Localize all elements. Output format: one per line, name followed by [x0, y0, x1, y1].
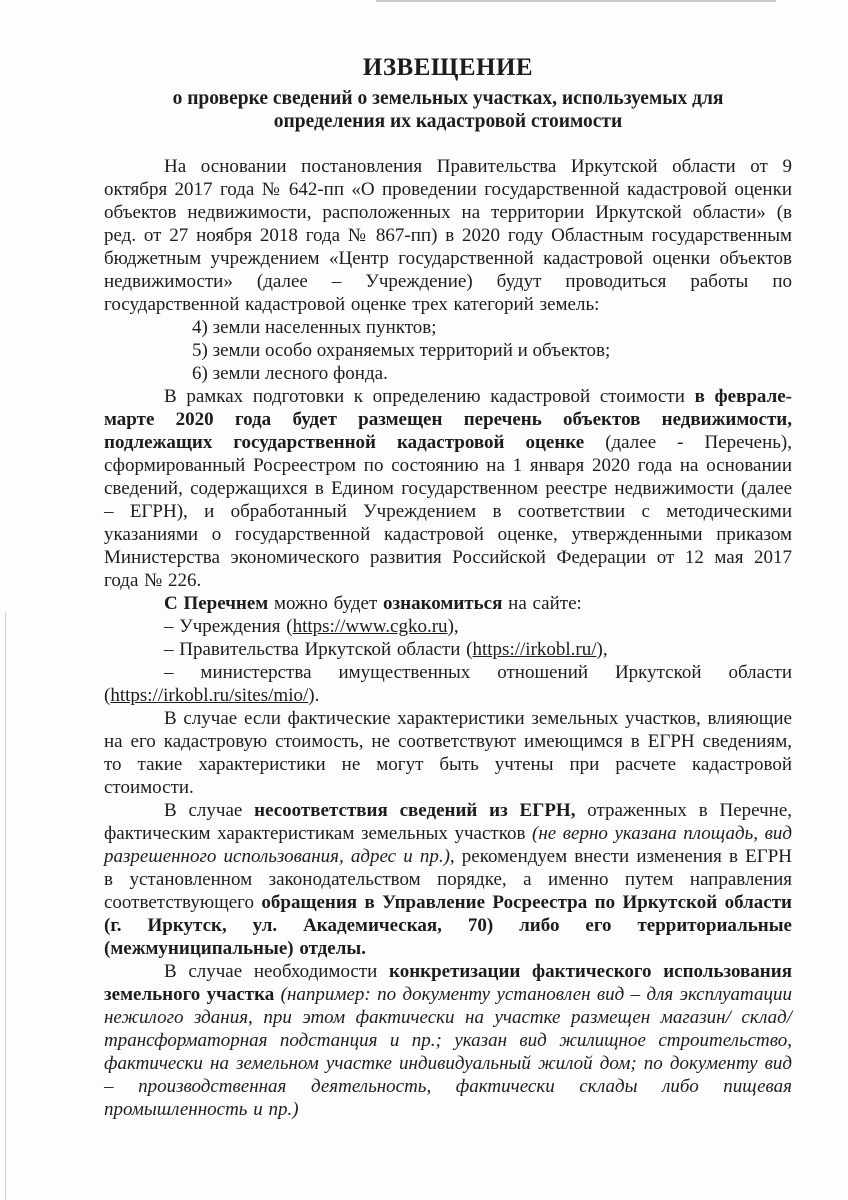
text-run: С Перечнем — [164, 593, 269, 614]
paragraph — [104, 638, 792, 661]
text-run: обращения в Управление Росреестра по Иркутской области (г. Иркутск, ул. Академическая, 70) либо его территориальные (межмуниципальные) отделы. — [104, 892, 792, 959]
text-run: На основании постановления Правительства Иркутской области от 9 октября 2017 года № 642-пп «О проведении государственной кадастровой оценки объектов недвижимости, расположенных на территории Иркутской области» (в ред. от 27 ноября 2018 года № 867-пп) в 2020 году Областным государственным бюджетным учреждением «Центр государственной кадастровой оценки объектов недвижимости» (далее – Учреждение) будут проводиться работы по государственной кадастровой оценке трех категорий земель: — [104, 156, 792, 315]
text-run: В случае — [164, 800, 255, 821]
paragraph — [104, 661, 792, 707]
page-subtitle — [104, 87, 792, 133]
text-run: можно будет — [268, 593, 383, 614]
text-run: ), — [447, 616, 459, 637]
link-irkobl-mio[interactable]: https://irkobl.ru/sites/mio/ — [110, 685, 309, 706]
text-run: В случае если фактические характеристики земельных участков, влияющие на его кадастровую стоимость, не соответствуют имеющимся в ЕГРН сведениям, то такие характеристики не могут быть учтены при расчете кадастровой стоимости. — [104, 708, 792, 798]
text-run: 4) земли населенных пунктов; — [192, 317, 437, 338]
text-run: В рамках подготовки к определению кадастровой стоимости — [164, 386, 695, 407]
link-cgko[interactable]: https://www.cgko.ru — [292, 616, 448, 637]
text-run: , рекомендуем внести изменения в ЕГРН в установленном законодательством порядке, а именно путем направления соответствующего — [104, 846, 792, 913]
document-body — [104, 155, 792, 1121]
text-run: – Учреждения ( — [164, 616, 293, 637]
list-item — [104, 339, 792, 362]
text-run: 6) земли лесного фонда. — [192, 363, 388, 384]
text-run: – министерства имущественных отношений Иркутской области ( — [104, 662, 792, 706]
paragraph — [104, 155, 792, 316]
text-run: (например: по документу установлен вид – для эксплуатации нежилого здания, при этом фактически на участке размещен магазин/ склад/ трансформаторная подстанция и пр.; указан вид жилищное строительство, фактически на земельном участке индивидуальный жилой дом; по документу вид – производственная деятельность, фактически склады либо пищевая промышленность и пр.) — [104, 984, 792, 1120]
list-item — [104, 362, 792, 385]
text-run: В случае необходимости — [164, 961, 389, 982]
text-run: отраженных в Перечне, фактическим характеристикам земельных участков — [104, 800, 793, 844]
scan-artifact-top-edge — [376, 0, 776, 2]
paragraph — [104, 960, 792, 1121]
link-irkobl[interactable]: https://irkobl.ru/ — [472, 639, 597, 660]
page-subtitle-line-2: определения их кадастровой стоимости — [273, 111, 623, 132]
page-subtitle-line-1: о проверке сведений о земельных участках, используемых для — [172, 88, 724, 109]
text-run: 5) земли особо охраняемых территорий и объектов; — [192, 340, 611, 361]
text-run: (не верно указана площадь, вид разрешенного использования, адрес и пр.) — [104, 823, 792, 867]
text-run: (далее - Перечень), сформированный Росреестром по состоянию на 1 января 2020 года на основании сведений, содержащихся в Едином государственном реестре недвижимости (далее – ЕГРН), и обработанный Учреждением в соответствии с методическими указаниями о государственной кадастровой оценке, утвержденными приказом Министерства экономического развития Российской Федерации от 12 мая 2017 года № 226. — [104, 432, 792, 591]
text-run: ознакомиться — [383, 593, 503, 614]
text-run: – Правительства Иркутской области ( — [164, 639, 473, 660]
paragraph — [104, 707, 792, 799]
text-run: несоответствия сведений из ЕГРН, — [254, 800, 576, 821]
text-run: конкретизации фактического использования земельного участка — [104, 961, 792, 1005]
paragraph — [104, 592, 792, 615]
text-run: в феврале-марте 2020 года будет размещен перечень объектов недвижимости, подлежащих государственной кадастровой оценке — [104, 386, 792, 453]
paragraph — [104, 385, 792, 592]
text-run: ). — [308, 685, 320, 706]
page-title: ИЗВЕЩЕНИЕ — [362, 54, 534, 81]
paragraph — [104, 799, 792, 960]
list-item — [104, 316, 792, 339]
text-run: ), — [596, 639, 608, 660]
paragraph — [104, 615, 792, 638]
scan-artifact-left-edge — [5, 612, 6, 1200]
text-run: на сайте: — [502, 593, 582, 614]
document-content — [104, 53, 792, 1121]
